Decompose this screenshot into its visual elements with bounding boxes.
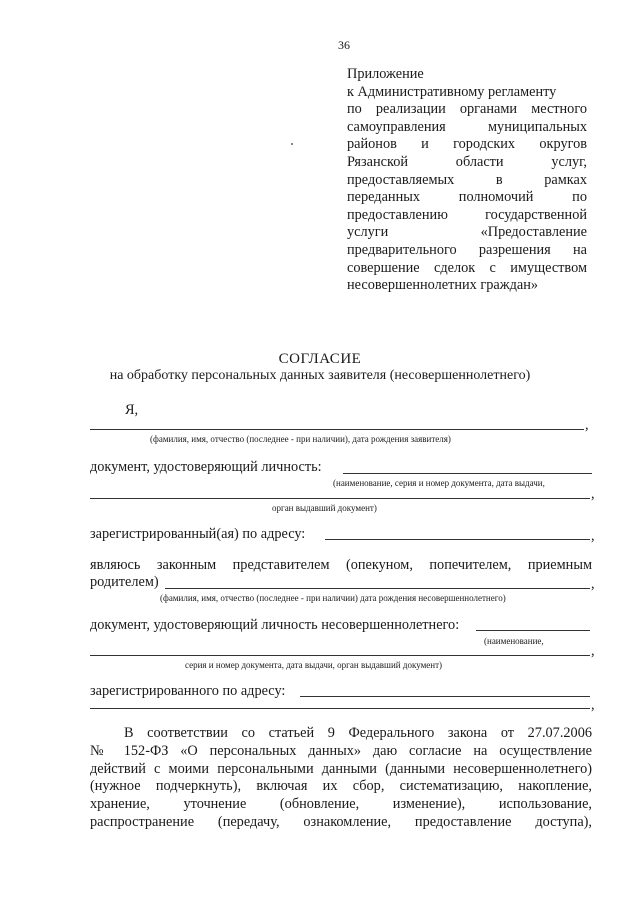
consent-line: (нужное подчеркнуть), включая их сбор, систематизацию, накопление, [90, 778, 592, 795]
consent-line: хранение, уточнение (обновление, изменение), использование, [90, 796, 592, 813]
appendix-line: совершение сделок с имуществом [347, 259, 587, 276]
consent-line: распространение (передачу, ознакомление, предоставление доступа), [90, 813, 592, 830]
appendix-line: самоуправления муниципальных [347, 118, 587, 135]
document-title: СОГЛАСИЕ [278, 351, 362, 367]
caption-issuer: орган выдавший документ) [272, 503, 377, 513]
appendix-line: Рязанской области услуг, [347, 153, 587, 170]
minor-address-field[interactable] [300, 696, 590, 697]
id-doc-field[interactable] [343, 473, 592, 474]
consent-line: № 152-ФЗ «О персональных данных» даю согласие на осуществление [90, 742, 592, 759]
document-subtitle: на обработку персональных данных заявителя (несовершеннолетнего) [109, 368, 531, 383]
caption-fio-applicant: (фамилия, имя, отчество (последнее - при наличии), дата рождения заявителя) [150, 434, 451, 444]
representative-line: родителем) [90, 574, 159, 590]
appendix-line: предоставлению государственной [347, 206, 587, 223]
minor-registered-label: зарегистрированного по адресу: [90, 683, 286, 699]
appendix-line: предоставляемых в рамках [347, 171, 587, 188]
comma: , [591, 528, 595, 544]
comma: , [585, 417, 589, 433]
appendix-line: услуги «Предоставление [347, 224, 587, 241]
id-doc-label: документ, удостоверяющий личность: [90, 459, 322, 475]
minor-address-field-2[interactable] [90, 708, 590, 709]
caption-id-doc: (наименование, серия и номер документа, дата выдачи, [333, 478, 545, 488]
minor-doc-label: документ, удостоверяющий личность несовершеннолетнего: [90, 617, 460, 633]
appendix-line: Приложение [347, 66, 424, 82]
appendix-line: районов и городских округов [347, 136, 587, 153]
comma: , [591, 576, 595, 592]
minor-fio-field[interactable] [165, 588, 590, 589]
comma: , [591, 643, 595, 659]
appendix-line: предварительного разрешения на [347, 241, 587, 258]
appendix-block [347, 66, 587, 295]
minor-doc-details-field[interactable] [90, 655, 590, 656]
id-issuer-field[interactable] [90, 498, 590, 499]
caption-fio-minor: (фамилия, имя, отчество (последнее - при наличии) дата рождения несовершеннолетнего) [160, 593, 506, 603]
appendix-line: к Административному регламенту [347, 83, 557, 100]
i-label: Я, [125, 402, 139, 418]
page-number: 36 [338, 38, 350, 52]
representative-line: являюсь законным представителем (опекуном, попечителем, приемным [90, 557, 592, 573]
applicant-fio-field[interactable] [90, 429, 584, 430]
consent-paragraph [90, 725, 592, 832]
appendix-line: по реализации органами местного [347, 101, 587, 118]
consent-line: В соответствии со статьей 9 Федерального закона от 27.07.2006 [124, 725, 592, 741]
registered-label: зарегистрированный(ая) по адресу: [90, 526, 306, 542]
caption-minor-doc-1: (наименование, [484, 636, 544, 646]
registered-address-field[interactable] [325, 539, 590, 540]
comma: , [591, 486, 595, 502]
caption-minor-doc-2: серия и номер документа, дата выдачи, орган выдавший документ) [185, 660, 443, 670]
appendix-line: несовершеннолетних граждан» [347, 277, 539, 294]
comma: , [591, 697, 595, 713]
consent-line: действий с моими персональными данными (данными несовершеннолетнего) [90, 760, 592, 777]
minor-doc-field[interactable] [476, 630, 590, 631]
scan-speck [291, 143, 293, 145]
appendix-line: переданных полномочий по [347, 189, 587, 206]
